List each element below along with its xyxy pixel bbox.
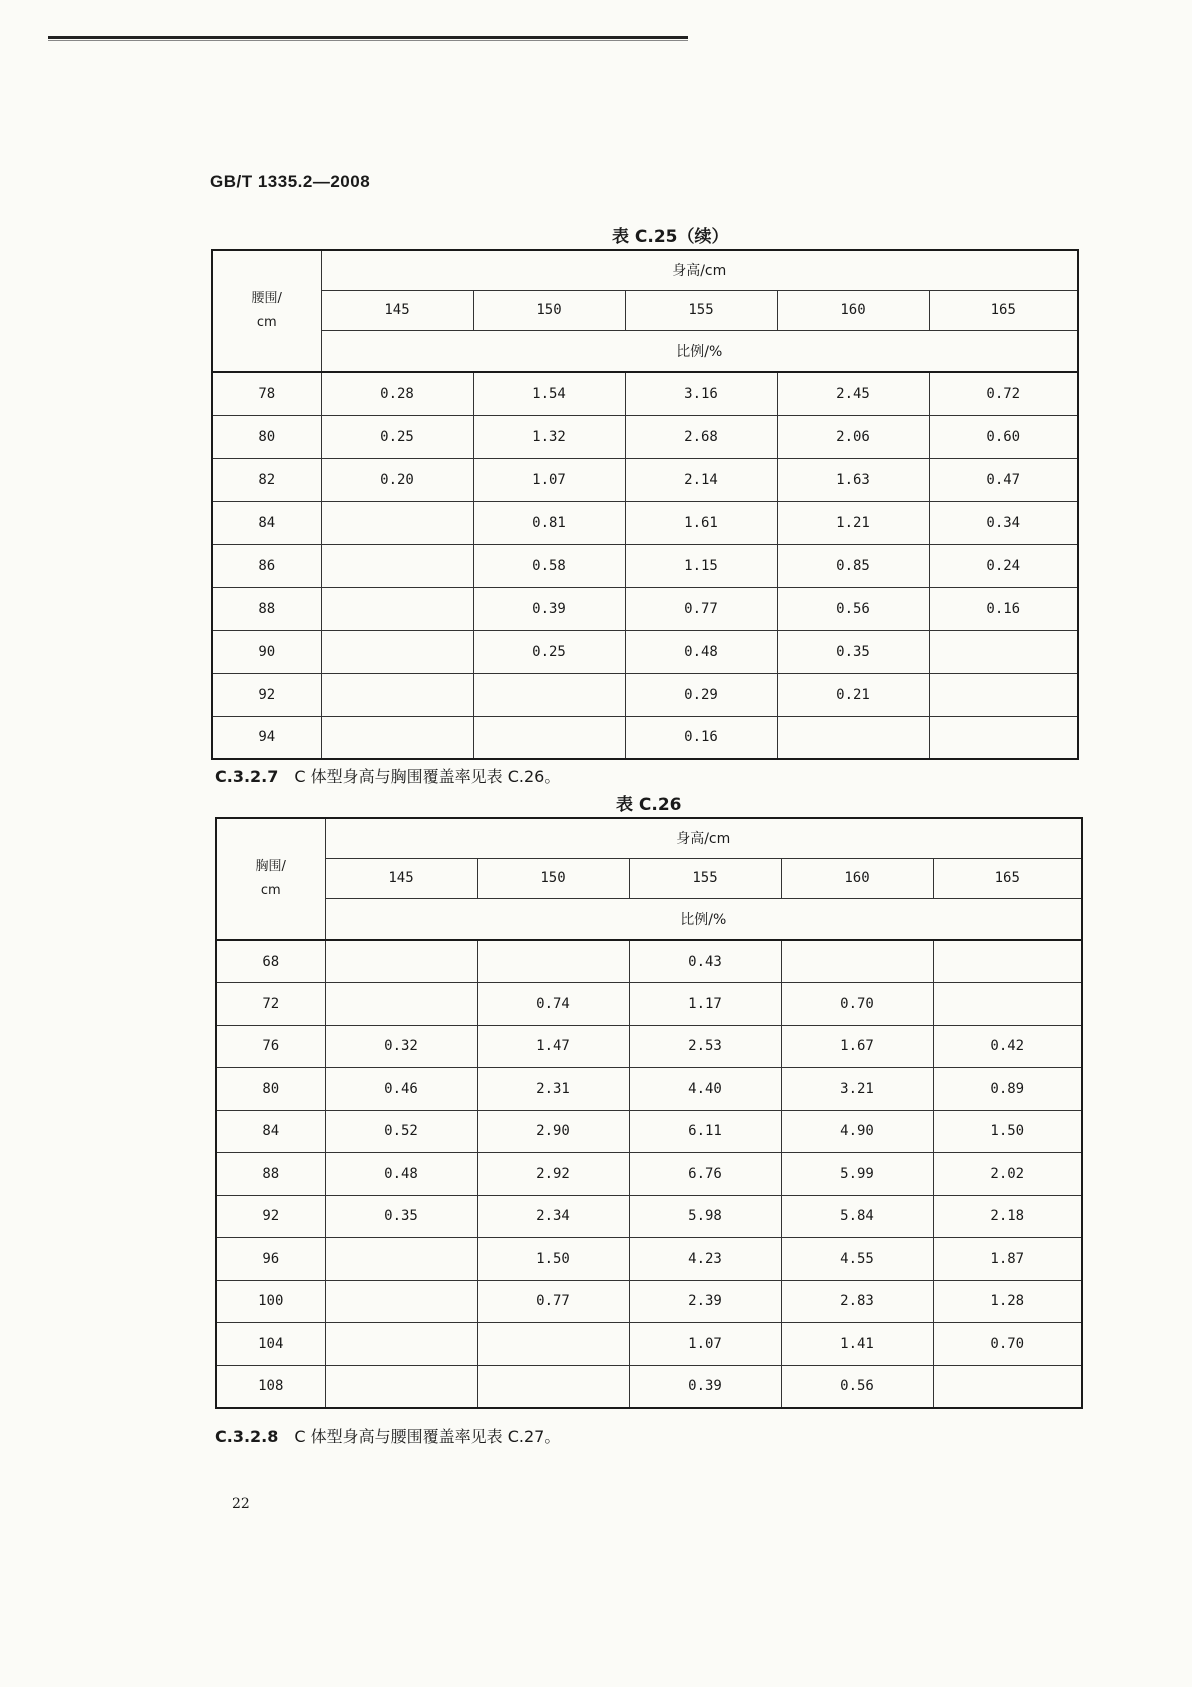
data-cell: 1.15 <box>625 544 777 587</box>
data-cell: 2.18 <box>933 1195 1082 1238</box>
row-label: 104 <box>216 1323 325 1366</box>
height-col: 155 <box>625 290 777 330</box>
data-cell: 1.47 <box>477 1025 629 1068</box>
table-row <box>216 940 1082 983</box>
data-cell: 2.53 <box>629 1025 781 1068</box>
table-row <box>212 716 1078 759</box>
data-cell: 1.21 <box>777 501 929 544</box>
data-cell: 0.74 <box>477 983 629 1026</box>
data-cell: 0.16 <box>929 587 1078 630</box>
data-cell: 4.90 <box>781 1110 933 1153</box>
height-col: 160 <box>777 290 929 330</box>
data-cell: 0.52 <box>325 1110 477 1153</box>
height-col: 165 <box>929 290 1078 330</box>
table-row <box>212 544 1078 587</box>
data-cell: 0.25 <box>321 415 473 458</box>
data-cell <box>321 673 473 716</box>
data-cell <box>477 940 629 983</box>
height-col: 145 <box>321 290 473 330</box>
data-cell: 6.11 <box>629 1110 781 1153</box>
data-cell: 1.50 <box>933 1110 1082 1153</box>
data-cell: 1.61 <box>625 501 777 544</box>
data-cell <box>477 1323 629 1366</box>
table-row <box>216 1365 1082 1408</box>
data-cell <box>325 983 477 1026</box>
row-label: 90 <box>212 630 321 673</box>
data-cell <box>325 1238 477 1281</box>
data-cell: 5.98 <box>629 1195 781 1238</box>
data-cell: 2.92 <box>477 1153 629 1196</box>
ratio-header: 比例/% <box>321 330 1078 372</box>
data-cell: 0.25 <box>473 630 625 673</box>
top-rule-thin <box>48 40 688 41</box>
data-cell <box>321 544 473 587</box>
row-label: 92 <box>212 673 321 716</box>
data-cell <box>477 1365 629 1408</box>
data-cell: 0.32 <box>325 1025 477 1068</box>
data-cell: 3.16 <box>625 372 777 415</box>
data-cell: 0.60 <box>929 415 1078 458</box>
data-cell: 0.85 <box>777 544 929 587</box>
table-row <box>216 1068 1082 1111</box>
data-cell: 1.87 <box>933 1238 1082 1281</box>
table-row <box>216 1110 1082 1153</box>
row-header-line2: cm <box>256 315 277 330</box>
top-rule <box>48 36 688 39</box>
table-row <box>212 673 1078 716</box>
table-row <box>212 630 1078 673</box>
data-cell: 6.76 <box>629 1153 781 1196</box>
data-cell: 4.40 <box>629 1068 781 1111</box>
data-cell: 2.83 <box>781 1280 933 1323</box>
clause-text: C 体型身高与腰围覆盖率见表 C.27。 <box>294 1427 561 1446</box>
data-cell: 0.89 <box>933 1068 1082 1111</box>
table-row <box>216 1323 1082 1366</box>
table-row <box>212 372 1078 415</box>
table-c26-caption: 表 C.26 <box>616 795 682 815</box>
data-cell: 0.70 <box>933 1323 1082 1366</box>
height-header: 身高/cm <box>325 818 1082 858</box>
table-row <box>212 458 1078 501</box>
data-cell: 1.32 <box>473 415 625 458</box>
data-cell <box>929 716 1078 759</box>
height-col: 160 <box>781 858 933 898</box>
data-cell: 0.24 <box>929 544 1078 587</box>
data-cell: 1.07 <box>629 1323 781 1366</box>
data-cell: 2.90 <box>477 1110 629 1153</box>
clause-c327 <box>215 764 560 787</box>
data-cell: 1.63 <box>777 458 929 501</box>
row-label: 86 <box>212 544 321 587</box>
row-label: 82 <box>212 458 321 501</box>
row-label: 108 <box>216 1365 325 1408</box>
data-cell <box>325 1365 477 1408</box>
clause-number: C.3.2.8 <box>215 1427 279 1446</box>
row-label: 100 <box>216 1280 325 1323</box>
data-cell <box>321 501 473 544</box>
data-cell: 0.58 <box>473 544 625 587</box>
data-cell <box>473 716 625 759</box>
data-cell <box>933 983 1082 1026</box>
data-cell: 0.48 <box>625 630 777 673</box>
data-cell: 1.50 <box>477 1238 629 1281</box>
height-col: 150 <box>477 858 629 898</box>
page-number: 22 <box>232 1496 250 1512</box>
table-row <box>216 1238 1082 1281</box>
table-c25-caption: 表 C.25（续） <box>612 227 729 247</box>
row-label: 78 <box>212 372 321 415</box>
row-label: 80 <box>216 1068 325 1111</box>
data-cell: 0.35 <box>325 1195 477 1238</box>
standard-code: GB/T 1335.2—2008 <box>210 172 371 191</box>
table-row <box>216 1280 1082 1323</box>
data-cell: 5.99 <box>781 1153 933 1196</box>
data-cell: 0.56 <box>777 587 929 630</box>
data-cell: 2.68 <box>625 415 777 458</box>
data-cell: 0.81 <box>473 501 625 544</box>
data-cell <box>321 630 473 673</box>
row-header <box>212 250 321 372</box>
data-cell: 0.72 <box>929 372 1078 415</box>
data-cell: 2.39 <box>629 1280 781 1323</box>
data-cell: 0.34 <box>929 501 1078 544</box>
table-row <box>212 415 1078 458</box>
row-header-line2: cm <box>260 883 281 898</box>
data-cell: 0.47 <box>929 458 1078 501</box>
table-row <box>216 983 1082 1026</box>
data-cell <box>325 1280 477 1323</box>
row-label: 96 <box>216 1238 325 1281</box>
data-cell: 0.28 <box>321 372 473 415</box>
data-cell: 0.77 <box>477 1280 629 1323</box>
data-cell: 4.55 <box>781 1238 933 1281</box>
data-cell: 0.43 <box>629 940 781 983</box>
height-col: 165 <box>933 858 1082 898</box>
height-header: 身高/cm <box>321 250 1078 290</box>
data-cell: 1.28 <box>933 1280 1082 1323</box>
data-cell: 1.17 <box>629 983 781 1026</box>
data-cell: 2.31 <box>477 1068 629 1111</box>
row-label: 88 <box>216 1153 325 1196</box>
data-cell <box>781 940 933 983</box>
table-row <box>212 587 1078 630</box>
data-cell: 0.70 <box>781 983 933 1026</box>
row-label: 68 <box>216 940 325 983</box>
data-cell: 2.02 <box>933 1153 1082 1196</box>
row-label: 92 <box>216 1195 325 1238</box>
data-cell: 5.84 <box>781 1195 933 1238</box>
table-c26 <box>215 817 1083 1409</box>
data-cell: 0.39 <box>473 587 625 630</box>
data-cell <box>321 587 473 630</box>
data-cell <box>321 716 473 759</box>
data-cell <box>325 1323 477 1366</box>
data-cell: 0.46 <box>325 1068 477 1111</box>
clause-text: C 体型身高与胸围覆盖率见表 C.26。 <box>294 767 561 786</box>
data-cell: 1.54 <box>473 372 625 415</box>
data-cell: 0.29 <box>625 673 777 716</box>
data-cell: 2.45 <box>777 372 929 415</box>
row-header-line1: 胸围/ <box>255 859 286 874</box>
height-col: 155 <box>629 858 781 898</box>
data-cell <box>929 630 1078 673</box>
data-cell: 1.67 <box>781 1025 933 1068</box>
data-cell: 0.20 <box>321 458 473 501</box>
row-label: 80 <box>212 415 321 458</box>
height-col: 150 <box>473 290 625 330</box>
data-cell: 2.14 <box>625 458 777 501</box>
data-cell: 2.34 <box>477 1195 629 1238</box>
data-cell <box>325 940 477 983</box>
data-cell <box>933 940 1082 983</box>
row-label: 84 <box>212 501 321 544</box>
data-cell: 0.39 <box>629 1365 781 1408</box>
table-row <box>216 1025 1082 1068</box>
row-header <box>216 818 325 940</box>
row-header-line1: 腰围/ <box>251 291 282 306</box>
data-cell: 3.21 <box>781 1068 933 1111</box>
data-cell: 0.35 <box>777 630 929 673</box>
ratio-header: 比例/% <box>325 898 1082 940</box>
data-cell: 0.56 <box>781 1365 933 1408</box>
data-cell <box>777 716 929 759</box>
table-row <box>216 1153 1082 1196</box>
data-cell: 0.48 <box>325 1153 477 1196</box>
data-cell: 1.07 <box>473 458 625 501</box>
data-cell <box>929 673 1078 716</box>
data-cell <box>933 1365 1082 1408</box>
data-cell: 0.77 <box>625 587 777 630</box>
row-label: 76 <box>216 1025 325 1068</box>
height-col: 145 <box>325 858 477 898</box>
data-cell <box>473 673 625 716</box>
clause-number: C.3.2.7 <box>215 767 279 786</box>
data-cell: 1.41 <box>781 1323 933 1366</box>
data-cell: 0.42 <box>933 1025 1082 1068</box>
row-label: 94 <box>212 716 321 759</box>
data-cell: 2.06 <box>777 415 929 458</box>
table-row <box>216 1195 1082 1238</box>
data-cell: 4.23 <box>629 1238 781 1281</box>
clause-c328 <box>215 1424 560 1447</box>
row-label: 84 <box>216 1110 325 1153</box>
data-cell: 0.21 <box>777 673 929 716</box>
row-label: 72 <box>216 983 325 1026</box>
table-row <box>212 501 1078 544</box>
table-c25 <box>211 249 1079 760</box>
data-cell: 0.16 <box>625 716 777 759</box>
row-label: 88 <box>212 587 321 630</box>
